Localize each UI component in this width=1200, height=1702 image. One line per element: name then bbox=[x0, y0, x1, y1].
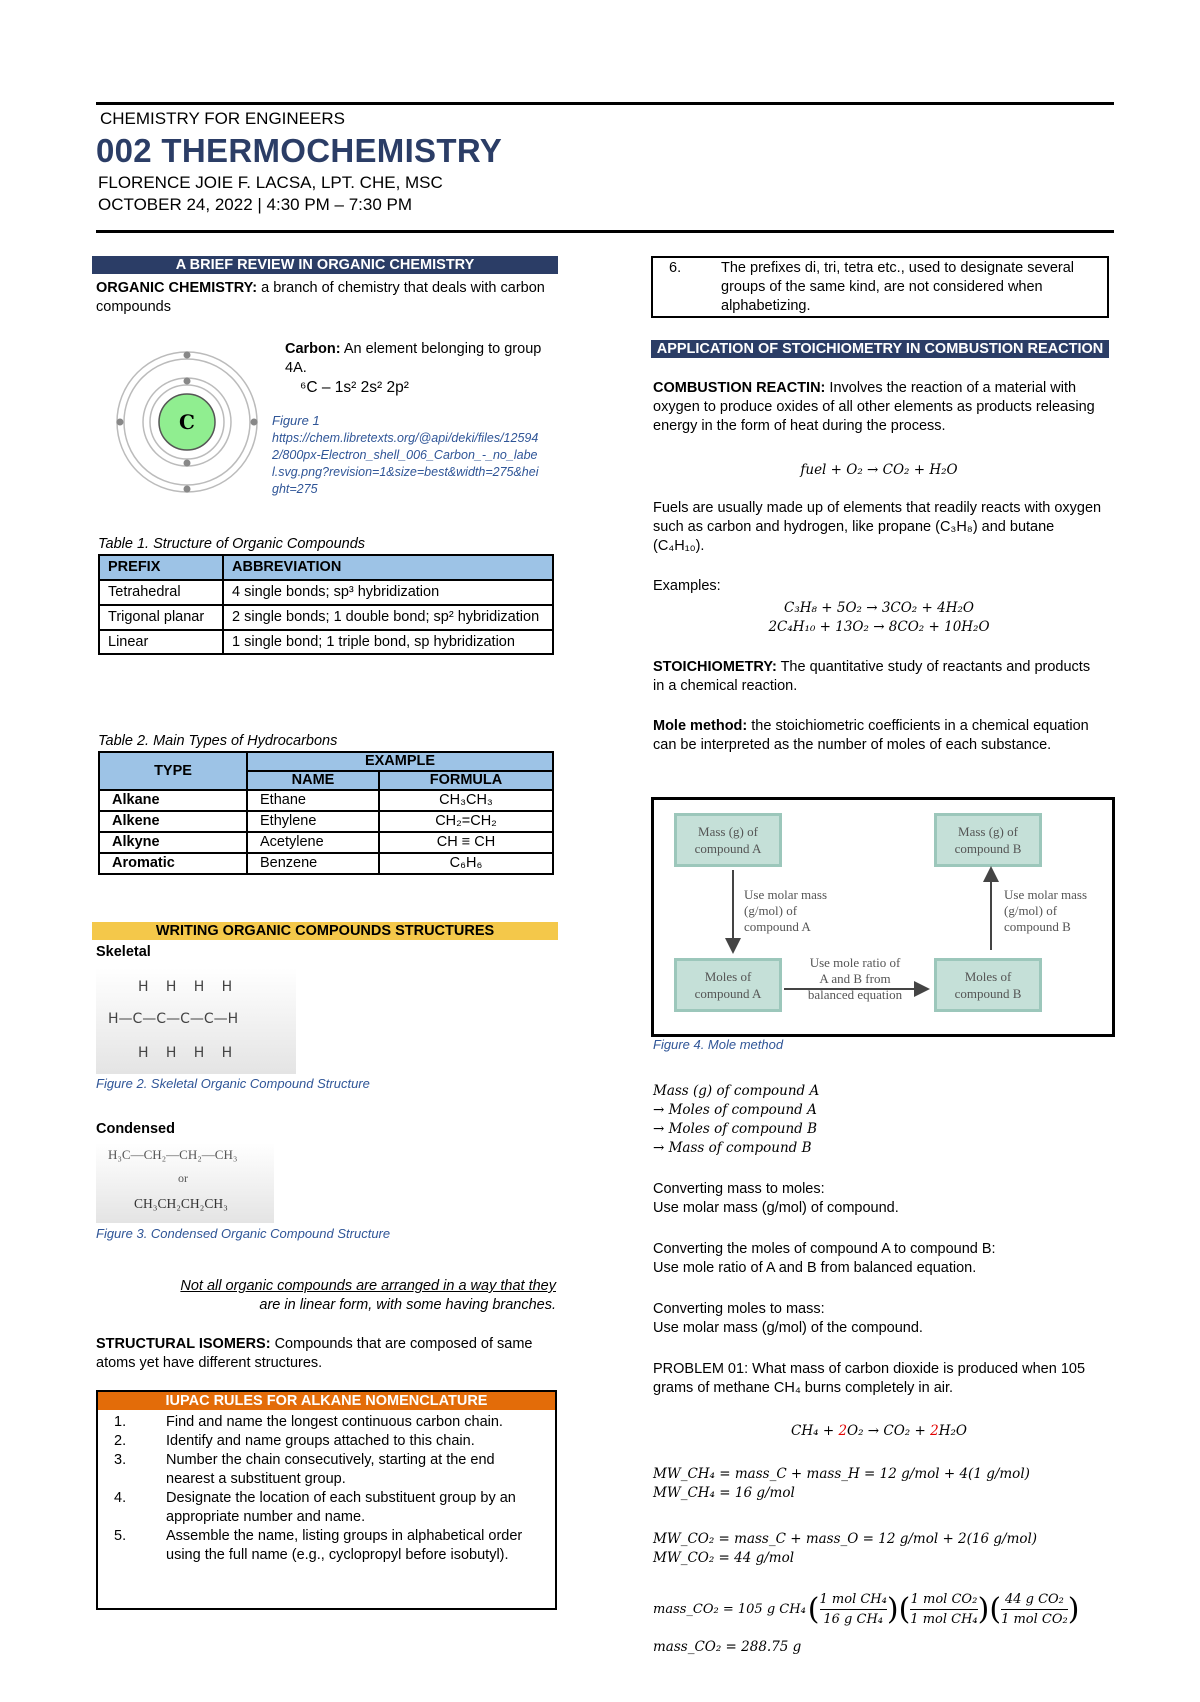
definition: a branch of chemistry that deals with carbon compounds bbox=[96, 280, 545, 315]
table-cell: CH₃CH₃ bbox=[379, 790, 553, 811]
conversion-moles-a-to-b bbox=[653, 1240, 1105, 1278]
term: COMBUSTION REACTIN: bbox=[653, 380, 826, 396]
rule-number: 6. bbox=[669, 260, 682, 276]
table-cell: 4 single bonds; sp³ hybridization bbox=[223, 580, 553, 605]
definition: An element belonging to group 4A. bbox=[285, 341, 542, 376]
mass-co2-result: mass_CO₂ = 288.75 g bbox=[653, 1639, 802, 1655]
definition: Compounds that are composed of same atoms yet have different structures. bbox=[96, 1336, 533, 1371]
molar-mass-co2 bbox=[653, 1530, 1105, 1568]
carbon-electron-shell-diagram bbox=[112, 347, 262, 497]
numerator: 1 mol CH₄ bbox=[820, 1590, 887, 1610]
middle-arrow-label: Use mole ratio of A and B from balanced equation bbox=[807, 955, 903, 1002]
header-bottom-rule bbox=[96, 230, 1114, 233]
lecture-date: OCTOBER 24, 2022 | 4:30 PM – 7:30 PM bbox=[98, 195, 413, 214]
table-row bbox=[99, 630, 553, 655]
problem-01-statement bbox=[653, 1360, 1105, 1398]
table-2-caption: Table 2. Main Types of Hydrocarbons bbox=[98, 733, 338, 749]
table-cell: Linear bbox=[99, 630, 223, 655]
chain-step: → Mass of compound B bbox=[653, 1140, 812, 1156]
hydrocarbon-table bbox=[98, 751, 554, 875]
iupac-rules-box bbox=[96, 1390, 557, 1610]
skeletal-top-h: H H H H bbox=[138, 979, 234, 995]
table-cell: Aromatic bbox=[99, 853, 247, 874]
molar-mass-methane bbox=[653, 1465, 1105, 1503]
problem-label: PROBLEM 01: bbox=[653, 1361, 749, 1377]
table-cell: Tetrahedral bbox=[99, 580, 223, 605]
eq-coefficient: 2 bbox=[838, 1423, 848, 1439]
table-cell: Alkene bbox=[99, 811, 247, 832]
mole-method-figure bbox=[651, 797, 1115, 1037]
table-cell: CH ≡ CH bbox=[379, 832, 553, 853]
eq-part: H₂O bbox=[938, 1423, 967, 1439]
table-cell: Trigonal planar bbox=[99, 605, 223, 630]
top-rule bbox=[96, 102, 1114, 105]
condensed-or: or bbox=[178, 1171, 188, 1185]
list-item bbox=[98, 1451, 538, 1489]
section-heading-iupac: IUPAC RULES FOR ALKANE NOMENCLATURE bbox=[98, 1392, 555, 1410]
calc-line: MW_CO₂ = 44 g/mol bbox=[653, 1550, 795, 1566]
list-item bbox=[98, 1413, 538, 1432]
table-1-caption: Table 1. Structure of Organic Compounds bbox=[98, 536, 366, 552]
stoichiometry-definition bbox=[653, 658, 1105, 696]
condensed-formula-compact: CH₃CH₂CH₂CH₃ bbox=[134, 1196, 228, 1211]
iupac-rules-list bbox=[98, 1413, 538, 1565]
conversion-body: Use mole ratio of A and B from balanced equation. bbox=[653, 1260, 977, 1276]
combustion-equation: fuel + O₂ → CO₂ + H₂O bbox=[800, 462, 958, 478]
organic-chemistry-definition bbox=[96, 279, 556, 317]
structure-table bbox=[98, 554, 554, 655]
column-header: ABBREVIATION bbox=[223, 555, 553, 580]
section-heading-writing-structures: WRITING ORGANIC COMPOUNDS STRUCTURES bbox=[92, 922, 558, 940]
definition: Involves the reaction of a material with oxygen to produce oxides of all other elements as products releasing energy in the form of heat during the process. bbox=[653, 380, 1095, 434]
carbon-definition bbox=[285, 340, 555, 378]
branching-note bbox=[96, 1277, 556, 1315]
term: ORGANIC CHEMISTRY: bbox=[96, 280, 258, 296]
definition: The quantitative study of reactants and products in a chemical reaction. bbox=[653, 659, 1091, 694]
list-item bbox=[98, 1489, 538, 1527]
page-title: 002 THERMOCHEMISTRY bbox=[96, 132, 503, 169]
chain-step: → Moles of compound B bbox=[653, 1121, 817, 1137]
list-item bbox=[98, 1432, 538, 1451]
eq-coefficient: 2 bbox=[930, 1423, 939, 1439]
term: Mole method: bbox=[653, 718, 748, 734]
term: STOICHIOMETRY: bbox=[653, 659, 777, 675]
conversion-heading: Converting mass to moles: bbox=[653, 1181, 825, 1197]
skeletal-carbon-chain: H—C—C—C—C—H bbox=[108, 1011, 239, 1027]
iupac-rule-6-box bbox=[651, 256, 1109, 318]
right-arrow-label: Use molar mass (g/mol) of compound B bbox=[1004, 887, 1088, 934]
calc-line: MW_CH₄ = 16 g/mol bbox=[653, 1485, 795, 1501]
condensed-label: Condensed bbox=[96, 1121, 175, 1137]
author: FLORENCE JOIE F. LACSA, LPT. CHE, MSC bbox=[98, 173, 443, 192]
conversion-mass-to-moles bbox=[653, 1180, 1105, 1218]
table-row bbox=[99, 605, 553, 630]
condensed-structure-image bbox=[96, 1143, 274, 1223]
left-arrow-label: Use molar mass (g/mol) of compound A bbox=[744, 887, 828, 934]
rule-text: Designate the location of each substituent group by an appropriate number and name. bbox=[166, 1490, 516, 1525]
table-cell: Benzene bbox=[247, 853, 379, 874]
moles-compound-b-box: Moles of compound B bbox=[934, 958, 1042, 1012]
column-header: NAME bbox=[247, 771, 379, 790]
table-cell: Ethane bbox=[247, 790, 379, 811]
table-cell: Alkane bbox=[99, 790, 247, 811]
table-cell: C₆H₆ bbox=[379, 853, 553, 874]
conversion-heading: Converting the moles of compound A to compound B: bbox=[653, 1241, 996, 1257]
table-cell: 1 single bond; 1 triple bond, sp hybridization bbox=[223, 630, 553, 655]
skeletal-label: Skeletal bbox=[96, 944, 151, 960]
calc-lhs: mass_CO₂ = 105 g CH₄ bbox=[653, 1602, 806, 1617]
moles-compound-a-box: Moles of compound A bbox=[674, 958, 782, 1012]
rule-text: Identify and name groups attached to this chain. bbox=[166, 1433, 475, 1449]
note-line-2: are in linear form, with some having branches. bbox=[259, 1297, 556, 1313]
rule-number: 5. bbox=[114, 1528, 127, 1544]
term: Carbon: bbox=[285, 341, 341, 357]
denominator: 1 mol CO₂ bbox=[1001, 1612, 1068, 1627]
conversion-heading: Converting moles to mass: bbox=[653, 1301, 825, 1317]
eq-part: O₂ → CO₂ + bbox=[847, 1423, 931, 1439]
chain-step: Mass (g) of compound A bbox=[653, 1083, 820, 1099]
fuels-description: Fuels are usually made up of elements that readily reacts with oxygen such as carbon and hydrogen, like propane (C₃H₈) and butane (C₄H₁₀). bbox=[653, 500, 1102, 554]
conversion-moles-to-mass bbox=[653, 1300, 1105, 1338]
column-header: TYPE bbox=[99, 752, 247, 790]
denominator: 16 g CH₄ bbox=[823, 1612, 883, 1627]
calc-line: MW_CH₄ = mass_C + mass_H = 12 g/mol + 4(1 g/mol) bbox=[653, 1466, 1030, 1482]
atom-symbol: C bbox=[179, 410, 195, 434]
figure-2-caption: Figure 2. Skeletal Organic Compound Structure bbox=[96, 1076, 370, 1091]
figure-1-label: Figure 1 bbox=[272, 413, 320, 428]
column-header: FORMULA bbox=[379, 771, 553, 790]
column-header: PREFIX bbox=[99, 555, 223, 580]
figure-3-caption: Figure 3. Condensed Organic Compound Structure bbox=[96, 1226, 391, 1241]
column-header: EXAMPLE bbox=[247, 752, 553, 771]
carbon-electron-config: ⁶C – 1s² 2s² 2p² bbox=[300, 379, 409, 396]
note-line-1: Not all organic compounds are arranged in a way that they bbox=[180, 1278, 556, 1294]
skeletal-bottom-h: H H H H bbox=[138, 1045, 234, 1061]
list-item bbox=[98, 1527, 538, 1565]
eq-part: CH₄ + bbox=[791, 1423, 839, 1439]
skeletal-structure-image bbox=[96, 968, 296, 1074]
figure-4-caption: Figure 4. Mole method bbox=[653, 1037, 784, 1052]
rule-number: 3. bbox=[114, 1452, 127, 1468]
mole-method-chain bbox=[653, 1082, 1105, 1158]
conversion-factor-2: ( 1 mol CO₂ 1 mol CH₄ ) bbox=[898, 1591, 990, 1627]
rule-text: Number the chain consecutively, starting at the end nearest a substituent group. bbox=[166, 1452, 495, 1487]
denominator: 1 mol CH₄ bbox=[910, 1612, 978, 1627]
conversion-factor-3: ( 44 g CO₂ 1 mol CO₂ ) bbox=[989, 1591, 1080, 1627]
problem-text: What mass of carbon dioxide is produced when 105 grams of methane CH₄ burns completely in air. bbox=[653, 1361, 1086, 1396]
rule-number: 2. bbox=[114, 1433, 127, 1449]
combustion-definition bbox=[653, 379, 1105, 436]
rule-number: 1. bbox=[114, 1414, 127, 1430]
conversion-factor-1: ( 1 mol CH₄ 16 g CH₄ ) bbox=[807, 1591, 899, 1627]
table-row bbox=[99, 790, 553, 811]
table-row bbox=[99, 853, 553, 874]
figure-1-url: https://chem.libretexts.org/@api/deki/files/125942/800px-Electron_shell_006_Carbon_-_no_label.svg.png?revision=1&size=best&width=275&height=275 bbox=[272, 431, 539, 496]
example-equation-propane: C₃H₈ + 5O₂ → 3CO₂ + 4H₂O bbox=[784, 600, 974, 616]
rule-text: The prefixes di, tri, tetra etc., used to designate several groups of the same kind, are not considered when alphabetizing. bbox=[721, 260, 1075, 314]
course-name: CHEMISTRY FOR ENGINEERS bbox=[100, 109, 345, 128]
table-row bbox=[99, 580, 553, 605]
rule-text: Assemble the name, listing groups in alphabetical order using the full name (e.g., cyclopropyl before isobutyl). bbox=[166, 1528, 523, 1563]
mass-compound-b-box: Mass (g) of compound B bbox=[934, 813, 1042, 867]
calc-line: MW_CO₂ = mass_C + mass_O = 12 g/mol + 2(16 g/mol) bbox=[653, 1531, 1038, 1547]
table-cell: 2 single bonds; 1 double bond; sp² hybridization bbox=[223, 605, 553, 630]
table-cell: Acetylene bbox=[247, 832, 379, 853]
mass-compound-a-box: Mass (g) of compound A bbox=[674, 813, 782, 867]
mole-method-definition bbox=[653, 717, 1105, 755]
methane-combustion-equation bbox=[653, 1422, 1105, 1441]
definition: the stoichiometric coefficients in a chemical equation can be interpreted as the number of moles of each substance. bbox=[653, 718, 1089, 753]
chain-step: → Moles of compound A bbox=[653, 1102, 817, 1118]
section-heading-organic-review: A BRIEF REVIEW IN ORGANIC CHEMISTRY bbox=[92, 256, 558, 274]
rule-number: 4. bbox=[114, 1490, 127, 1506]
structural-isomers-definition bbox=[96, 1335, 556, 1373]
table-cell: CH₂=CH₂ bbox=[379, 811, 553, 832]
condensed-formula-line: H₃C—CH₂—CH₂—CH₃ bbox=[108, 1147, 238, 1162]
numerator: 1 mol CO₂ bbox=[910, 1590, 977, 1610]
example-equation-butane: 2C₄H₁₀ + 13O₂ → 8CO₂ + 10H₂O bbox=[768, 619, 990, 635]
conversion-body: Use molar mass (g/mol) of compound. bbox=[653, 1200, 899, 1216]
list-item bbox=[653, 259, 1093, 316]
examples-label: Examples: bbox=[653, 578, 721, 594]
table-row bbox=[99, 811, 553, 832]
table-cell: Ethylene bbox=[247, 811, 379, 832]
numerator: 44 g CO₂ bbox=[1001, 1590, 1068, 1610]
table-cell: Alkyne bbox=[99, 832, 247, 853]
table-row bbox=[99, 832, 553, 853]
rule-text: Find and name the longest continuous carbon chain. bbox=[166, 1414, 503, 1430]
mass-co2-calculation bbox=[653, 1590, 1113, 1629]
conversion-body: Use molar mass (g/mol) of the compound. bbox=[653, 1320, 923, 1336]
term: STRUCTURAL ISOMERS: bbox=[96, 1336, 271, 1352]
section-heading-stoichiometry: APPLICATION OF STOICHIOMETRY IN COMBUSTION REACTION bbox=[651, 340, 1109, 358]
